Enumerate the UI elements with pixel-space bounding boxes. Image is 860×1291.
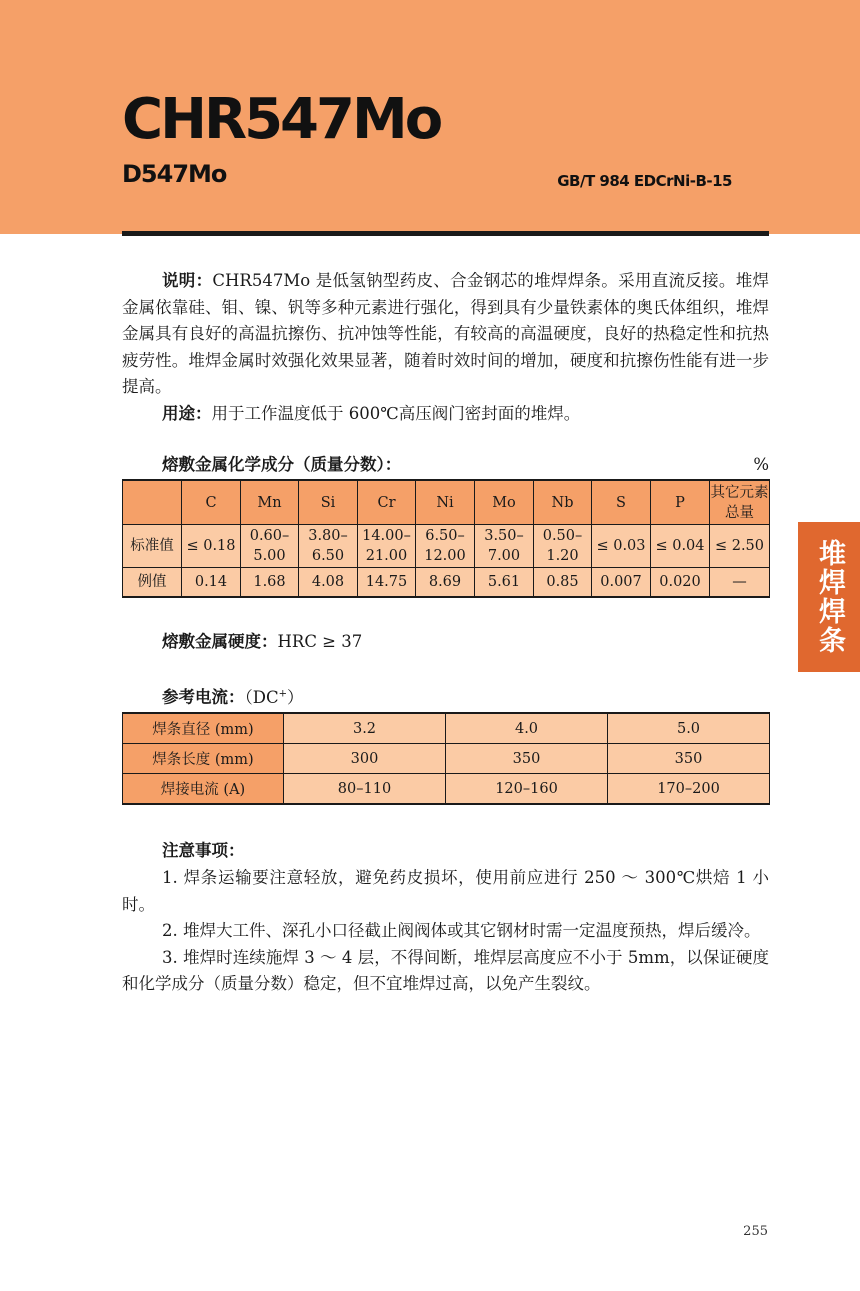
table-row [123,774,770,805]
table-cell: 350 [608,744,770,774]
table-row [123,568,770,598]
chemistry-col-header: Mn [241,480,299,525]
table-cell: 1.68 [241,568,299,598]
chemistry-col-header: Ni [416,480,475,525]
table-cell: 0.007 [592,568,651,598]
table-cell: 80–110 [284,774,446,805]
hardness-row [122,628,769,656]
row-label: 焊条长度 (mm) [123,744,284,774]
main-content [122,268,769,998]
chemistry-heading: 熔敷金属化学成分（质量分数）： [162,455,402,474]
description-paragraph [122,268,769,401]
chemistry-col-header: P [651,480,710,525]
table-cell: 5.61 [475,568,534,598]
table-cell: 350 [446,744,608,774]
section-side-tab: 堆焊焊条 [798,522,860,672]
note-item: 1. 焊条运输要注意轻放，避免药皮损坏，使用前应进行 250 ～ 300℃烘焙 1 小时。 [122,868,769,914]
current-polarity [245,688,304,707]
table-cell: 4.08 [299,568,358,598]
product-title: CHR547Mo [122,87,441,152]
chemistry-col-header [123,480,182,525]
table-cell: 0.50–1.20 [534,525,592,568]
standard-code: GB/T 984 EDCrNi-B-15 [557,172,732,190]
table-cell: ≤ 0.18 [182,525,241,568]
chemistry-col-header: Cr [358,480,416,525]
table-row [123,744,770,774]
table-cell: 3.50–7.00 [475,525,534,568]
chemistry-col-header: Si [299,480,358,525]
table-cell: 0.60–5.00 [241,525,299,568]
chemistry-col-header: C [182,480,241,525]
hardness-lead: 熔敷金属硬度： [162,632,278,651]
table-cell: 4.0 [446,713,608,744]
chemistry-unit: % [753,455,769,474]
row-label: 标准值 [123,525,182,568]
table-cell: ≤ 0.04 [651,525,710,568]
hardness-value: HRC ≥ 37 [277,632,363,651]
note-item: 3. 堆焊时连续施焊 3 ～ 4 层，不得间断，堆焊层高度应不小于 5mm，以保证硬度和化学成分（质量分数）稳定，但不宜堆焊过高，以免产生裂纹。 [122,947,769,993]
polarity-pre: （DC [244,687,279,707]
chemistry-table [122,479,770,598]
current-table [122,712,770,805]
table-cell: ≤ 0.03 [592,525,651,568]
table-cell: ≤ 2.50 [710,525,770,568]
table-cell: 300 [284,744,446,774]
table-cell: 8.69 [416,568,475,598]
notes-heading: 注意事项： [162,841,245,860]
polarity-post: ） [287,687,304,707]
description-text: CHR547Mo 是低氢钠型药皮、合金钢芯的堆焊焊条。采用直流反接。堆焊金属依靠硅、钼、镍、钒等多种元素进行强化，得到具有少量铁素体的奥氏体组织，堆焊金属具有良好的高温抗擦伤、抗冲蚀等性能，有较高的高温硬度，良好的热稳定性和抗热疲劳性。堆焊金属时效强化效果显著，随着时效时间的增加，硬度和抗擦伤性能有进一步提高。 [122,271,769,396]
current-heading-row [122,680,769,708]
header-rule [122,231,769,236]
table-cell: 170–200 [608,774,770,805]
note-item: 2. 堆焊大工件、深孔小口径截止阀阀体或其它钢材时需一定温度预热，焊后缓冷。 [162,921,761,940]
chemistry-col-header: Mo [475,480,534,525]
table-cell: 14.00–21.00 [358,525,416,568]
table-cell: 6.50–12.00 [416,525,475,568]
chemistry-col-header: S [592,480,651,525]
table-cell: 3.2 [284,713,446,744]
description-lead: 说明： [162,271,213,290]
table-row [123,713,770,744]
table-cell: 3.80–6.50 [299,525,358,568]
product-subtitle: D547Mo [122,160,227,188]
chemistry-heading-row [122,451,769,479]
row-label: 焊接电流 (A) [123,774,284,805]
current-lead: 参考电流： [162,687,245,707]
chemistry-col-header: Nb [534,480,592,525]
row-label: 焊条直径 (mm) [123,713,284,744]
table-cell: 0.14 [182,568,241,598]
chemistry-header-row [123,480,770,525]
usage-text: 用于工作温度低于 600℃高压阀门密封面的堆焊。 [211,403,581,423]
table-row [123,525,770,568]
table-cell: 14.75 [358,568,416,598]
table-cell: 120–160 [446,774,608,805]
row-label: 例值 [123,568,182,598]
polarity-sup: + [278,688,287,699]
table-cell: 5.0 [608,713,770,744]
usage-paragraph [122,401,769,428]
page-number: 255 [743,1224,768,1239]
usage-lead: 用途： [162,403,212,423]
header-band [0,0,860,234]
table-cell: — [710,568,770,598]
chemistry-col-header: 其它元素总量 [710,480,770,525]
table-cell: 0.020 [651,568,710,598]
table-cell: 0.85 [534,568,592,598]
